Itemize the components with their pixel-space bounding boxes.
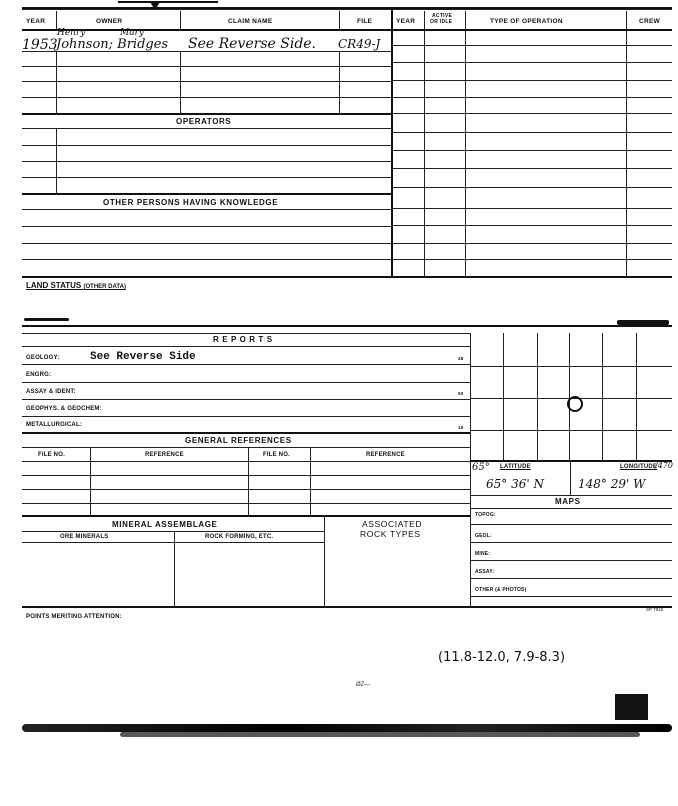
points-meriting-label: POINTS MERITING ATTENTION: — [26, 614, 122, 620]
location-circle — [567, 396, 583, 412]
owner-first-name-1: Henry — [57, 28, 86, 38]
report-geophys-label: GEOPHYS. & GEOCHEM: — [26, 406, 102, 412]
header-type-of-operation: TYPE OF OPERATION — [490, 18, 563, 25]
owner-value: Johnson; Bridges — [56, 37, 169, 52]
header-year: YEAR — [26, 18, 46, 25]
report-assay-num: 50 — [458, 391, 464, 396]
ref-col-reference-1: REFERENCE — [145, 452, 184, 458]
maps-geol: GEOL: — [475, 533, 492, 539]
header-claim-name: CLAIM NAME — [228, 18, 273, 25]
maps-topog: TOPOG: — [475, 512, 496, 518]
report-metallurgical-label: METALLURGICAL: — [26, 422, 83, 428]
ref-col-file-no-2: FILE NO. — [263, 452, 290, 458]
report-geology-value: See Reverse Side — [90, 351, 196, 363]
header-or-idle: OR IDLE — [430, 19, 453, 25]
stray-marks: ØZ— — [356, 682, 371, 688]
report-metallurgical-num: 15 — [458, 425, 464, 430]
handwritten-range-note: (11.8-12.0, 7.9-8.3) — [438, 650, 566, 665]
other-persons-label: OTHER PERSONS HAVING KNOWLEDGE — [103, 198, 279, 207]
mineral-col-ore: ORE MINERALS — [60, 534, 109, 540]
longitude-label: LONGITUDE — [620, 464, 658, 470]
header-crew: CREW — [639, 18, 661, 25]
maps-title: MAPS — [555, 497, 581, 506]
header-year-2: YEAR — [396, 18, 416, 25]
ref-col-reference-2: REFERENCE — [366, 452, 405, 458]
maps-other-photos: OTHER (& PHOTOS) — [475, 587, 527, 593]
top-scan-mark — [118, 1, 218, 3]
mineral-col-rock-forming: ROCK FORMING, ETC. — [205, 534, 274, 540]
land-status-label — [26, 281, 126, 290]
header-file: FILE — [357, 18, 373, 25]
form-number: SP 7818 — [646, 607, 664, 612]
longitude-suffix: /470 — [655, 461, 673, 470]
latitude-prefix: 65° — [472, 462, 490, 473]
bottom-smudge-band — [22, 724, 672, 732]
scan-smudge-left — [24, 318, 69, 321]
year-value: 1953 — [22, 37, 58, 53]
longitude-value: 148° 29' W — [578, 477, 646, 491]
black-square — [615, 694, 648, 720]
bottom-smudge-band-2 — [120, 732, 640, 737]
operators-label: OPERATORS — [176, 117, 232, 126]
maps-mine: MINE: — [475, 551, 491, 557]
reports-title: R E P O R T S — [213, 335, 273, 344]
report-assay-label: ASSAY & IDENT: — [26, 389, 76, 395]
report-engrg-label: ENGRG: — [26, 372, 52, 378]
owner-first-name-2: Mary — [120, 28, 144, 38]
claim-name-value: See Reverse Side. — [188, 36, 317, 52]
mineral-assemblage-title: MINERAL ASSEMBLAGE — [112, 520, 218, 529]
associated-rock-types-line2: ROCK TYPES — [360, 529, 421, 539]
header-owner: OWNER — [96, 18, 123, 25]
report-geology-num: 48 — [458, 356, 464, 361]
land-status-sub: (OTHER DATA) — [83, 284, 126, 290]
latitude-value: 65° 36' N — [486, 477, 544, 491]
maps-assay: ASSAY: — [475, 569, 495, 575]
latitude-label: LATITUDE — [500, 464, 531, 470]
ref-col-file-no-1: FILE NO. — [38, 452, 65, 458]
general-references-title: GENERAL REFERENCES — [185, 436, 292, 445]
file-value: CR49-J — [338, 37, 381, 51]
associated-rock-types-line1: ASSOCIATED — [362, 519, 423, 529]
report-geology-label: GEOLOGY: — [26, 355, 60, 361]
header-active: ACTIVE — [432, 13, 453, 19]
land-status-title: LAND STATUS — [26, 281, 82, 290]
